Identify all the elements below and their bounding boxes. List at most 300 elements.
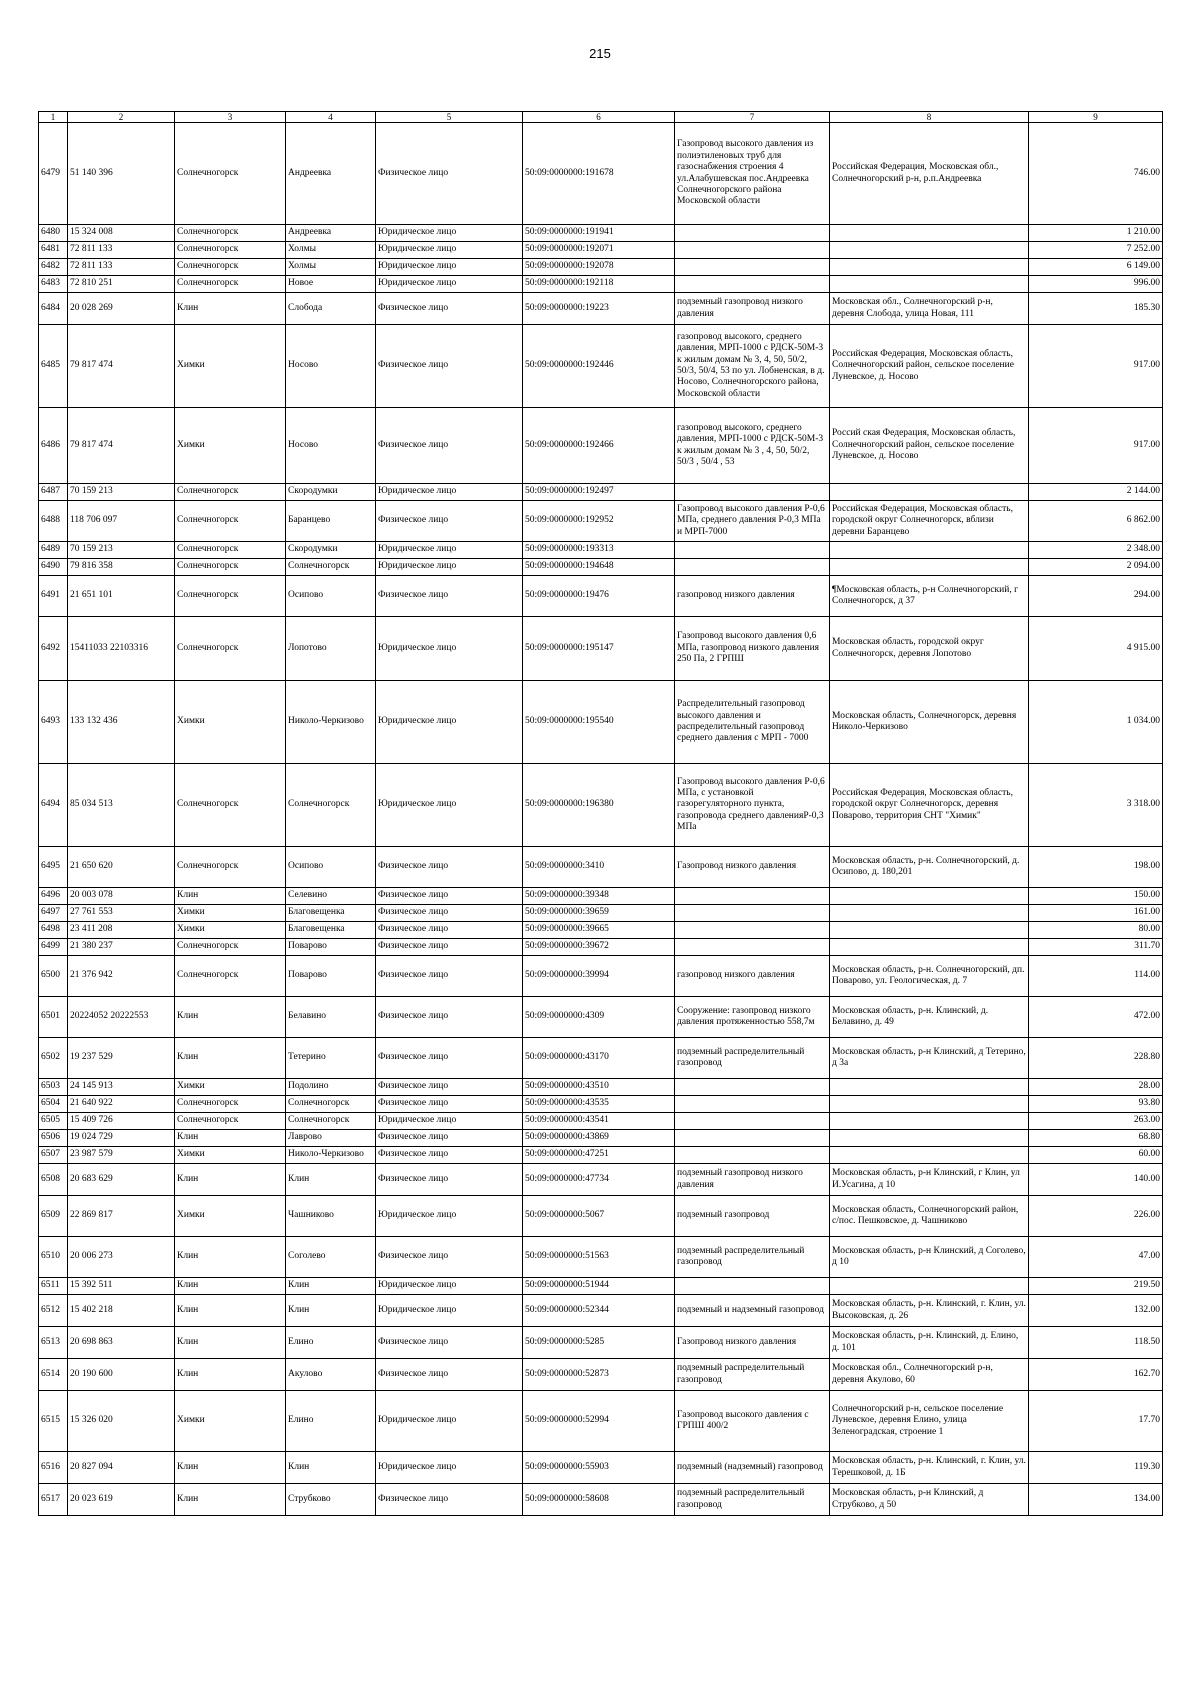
- owner-type-cell: Физическое лицо: [376, 1147, 523, 1164]
- owner-type-cell: Физическое лицо: [376, 922, 523, 939]
- locality-cell: Слобода: [286, 293, 376, 325]
- address-cell: [830, 888, 1029, 905]
- address-cell: [830, 242, 1029, 259]
- address-cell: Московская область, Солнечногорск, деревня Николо-Черкизово: [830, 681, 1029, 764]
- address-cell: [830, 1278, 1029, 1295]
- locality-cell: Соголево: [286, 1237, 376, 1278]
- object-code: 79 817 474: [68, 325, 175, 408]
- table-row: [39, 1391, 1163, 1452]
- address-cell: Солнечногорский р-н, сельское поселение Луневское, деревня Елино, улица Зеленоградская, строение 1: [830, 1391, 1029, 1452]
- address-cell: [830, 1096, 1029, 1113]
- locality-cell: Носово: [286, 408, 376, 484]
- locality-cell: Поварово: [286, 956, 376, 997]
- locality-cell: Андреевка: [286, 225, 376, 242]
- owner-type-cell: Физическое лицо: [376, 847, 523, 888]
- table-row: [39, 617, 1163, 681]
- locality-cell: Клин: [286, 1295, 376, 1327]
- district-cell: Клин: [175, 1038, 286, 1079]
- address-cell: [830, 905, 1029, 922]
- value-cell: 93.80: [1029, 1096, 1163, 1113]
- object-code: 15 402 218: [68, 1295, 175, 1327]
- description-cell: Газопровод высокого давления Р-0,6 МПа, с установкой газорегуляторного пункта, газопровода среднего давленияР-0,3 МПа: [675, 764, 830, 847]
- table-row: [39, 764, 1163, 847]
- row-number: 6485: [39, 325, 68, 408]
- column-header: 5: [376, 112, 523, 123]
- owner-type-cell: Юридическое лицо: [376, 559, 523, 576]
- description-cell: Газопровод высокого давления с ГРПШ 400/2: [675, 1391, 830, 1452]
- locality-cell: Селевино: [286, 888, 376, 905]
- address-cell: ¶Московская область, р-н Солнечногорский, г Солнечногорск, д 37: [830, 576, 1029, 617]
- object-code: 15 326 020: [68, 1391, 175, 1452]
- district-cell: Клин: [175, 293, 286, 325]
- table-row: [39, 997, 1163, 1038]
- object-code: 20 190 600: [68, 1359, 175, 1391]
- owner-type-cell: Юридическое лицо: [376, 225, 523, 242]
- description-cell: Газопровод высокого давления из полиэтиленовых труб для газоснабжения строения 4 ул.Алабушевская пос.Андреевка Солнечногорского района Московской области: [675, 123, 830, 225]
- district-cell: Солнечногорск: [175, 225, 286, 242]
- row-number: 6509: [39, 1196, 68, 1237]
- locality-cell: Носово: [286, 325, 376, 408]
- district-cell: Клин: [175, 997, 286, 1038]
- cadastral-number-cell: 50:09:0000000:39659: [523, 905, 675, 922]
- cadastral-number-cell: 50:09:0000000:191678: [523, 123, 675, 225]
- column-header: 7: [675, 112, 830, 123]
- value-cell: 1 210.00: [1029, 225, 1163, 242]
- row-number: 6489: [39, 542, 68, 559]
- district-cell: Химки: [175, 325, 286, 408]
- district-cell: Солнечногорск: [175, 242, 286, 259]
- table-row: [39, 408, 1163, 484]
- cadastral-number-cell: 50:09:0000000:194648: [523, 559, 675, 576]
- cadastral-number-cell: 50:09:0000000:192078: [523, 259, 675, 276]
- table-row: [39, 1196, 1163, 1237]
- owner-type-cell: Юридическое лицо: [376, 1278, 523, 1295]
- cadastral-number-cell: 50:09:0000000:43510: [523, 1079, 675, 1096]
- district-cell: Химки: [175, 408, 286, 484]
- owner-type-cell: Юридическое лицо: [376, 242, 523, 259]
- registry-table: [38, 111, 1163, 1516]
- district-cell: Солнечногорск: [175, 484, 286, 501]
- cadastral-number-cell: 50:09:0000000:4309: [523, 997, 675, 1038]
- value-cell: 219.50: [1029, 1278, 1163, 1295]
- object-code: 85 034 513: [68, 764, 175, 847]
- object-code: 72 811 133: [68, 259, 175, 276]
- value-cell: 228.80: [1029, 1038, 1163, 1079]
- district-cell: Клин: [175, 1278, 286, 1295]
- row-number: 6492: [39, 617, 68, 681]
- table-row: [39, 259, 1163, 276]
- district-cell: Химки: [175, 1391, 286, 1452]
- table-row: [39, 956, 1163, 997]
- value-cell: 263.00: [1029, 1113, 1163, 1130]
- district-cell: Солнечногорск: [175, 956, 286, 997]
- description-cell: подземный газопровод низкого давления: [675, 293, 830, 325]
- table-row: [39, 276, 1163, 293]
- value-cell: 2 144.00: [1029, 484, 1163, 501]
- object-code: 23 411 208: [68, 922, 175, 939]
- page-number: 215: [589, 46, 611, 61]
- object-code: 20 006 273: [68, 1237, 175, 1278]
- cadastral-number-cell: 50:09:0000000:43869: [523, 1130, 675, 1147]
- value-cell: 114.00: [1029, 956, 1163, 997]
- row-number: 6514: [39, 1359, 68, 1391]
- description-cell: подземный (надземный) газопровод: [675, 1452, 830, 1484]
- table-row: [39, 1130, 1163, 1147]
- object-code: 20 827 094: [68, 1452, 175, 1484]
- district-cell: Солнечногорск: [175, 559, 286, 576]
- cadastral-number-cell: 50:09:0000000:55903: [523, 1452, 675, 1484]
- row-number: 6496: [39, 888, 68, 905]
- header-row: [39, 112, 1163, 123]
- locality-cell: Клин: [286, 1278, 376, 1295]
- row-number: 6491: [39, 576, 68, 617]
- address-cell: [830, 542, 1029, 559]
- cadastral-number-cell: 50:09:0000000:19476: [523, 576, 675, 617]
- table-row: [39, 1096, 1163, 1113]
- address-cell: Московская область, р-н. Солнечногорский, дп. Поварово, ул. Геологическая, д. 7: [830, 956, 1029, 997]
- row-number: 6510: [39, 1237, 68, 1278]
- description-cell: [675, 888, 830, 905]
- value-cell: 132.00: [1029, 1295, 1163, 1327]
- value-cell: 60.00: [1029, 1147, 1163, 1164]
- table-row: [39, 484, 1163, 501]
- row-number: 6494: [39, 764, 68, 847]
- district-cell: Солнечногорск: [175, 939, 286, 956]
- value-cell: 80.00: [1029, 922, 1163, 939]
- cadastral-number-cell: 50:09:0000000:19223: [523, 293, 675, 325]
- locality-cell: Клин: [286, 1164, 376, 1196]
- table-row: [39, 1452, 1163, 1484]
- address-cell: Россий ская Федерация, Московская область, Солнечногорский район, сельское поселение Луневское, д. Носово: [830, 408, 1029, 484]
- locality-cell: Андреевка: [286, 123, 376, 225]
- value-cell: 917.00: [1029, 325, 1163, 408]
- address-cell: [830, 259, 1029, 276]
- district-cell: Клин: [175, 1130, 286, 1147]
- district-cell: Клин: [175, 1327, 286, 1359]
- value-cell: 68.80: [1029, 1130, 1163, 1147]
- row-number: 6511: [39, 1278, 68, 1295]
- address-cell: Московская область, городской округ Солнечногорск, деревня Лопотово: [830, 617, 1029, 681]
- table-row: [39, 905, 1163, 922]
- address-cell: Московская область, р-н Клинский, д Соголево, д 10: [830, 1237, 1029, 1278]
- description-cell: [675, 259, 830, 276]
- locality-cell: Подолино: [286, 1079, 376, 1096]
- object-code: 22 869 817: [68, 1196, 175, 1237]
- locality-cell: Осипово: [286, 847, 376, 888]
- address-cell: [830, 276, 1029, 293]
- row-number: 6504: [39, 1096, 68, 1113]
- owner-type-cell: Физическое лицо: [376, 576, 523, 617]
- object-code: 15 409 726: [68, 1113, 175, 1130]
- district-cell: Солнечногорск: [175, 1113, 286, 1130]
- table-row: [39, 501, 1163, 542]
- value-cell: 140.00: [1029, 1164, 1163, 1196]
- owner-type-cell: Юридическое лицо: [376, 1295, 523, 1327]
- row-number: 6479: [39, 123, 68, 225]
- locality-cell: Холмы: [286, 259, 376, 276]
- object-code: 72 810 251: [68, 276, 175, 293]
- table-row: [39, 1327, 1163, 1359]
- object-code: 15 324 008: [68, 225, 175, 242]
- row-number: 6488: [39, 501, 68, 542]
- district-cell: Солнечногорск: [175, 847, 286, 888]
- district-cell: Солнечногорск: [175, 123, 286, 225]
- description-cell: [675, 1096, 830, 1113]
- row-number: 6505: [39, 1113, 68, 1130]
- locality-cell: Лопотово: [286, 617, 376, 681]
- cadastral-number-cell: 50:09:0000000:43170: [523, 1038, 675, 1079]
- district-cell: Солнечногорск: [175, 576, 286, 617]
- address-cell: Московская область, р-н. Клинский, г. Клин, ул. Терешковой, д. 1Б: [830, 1452, 1029, 1484]
- cadastral-number-cell: 50:09:0000000:192466: [523, 408, 675, 484]
- description-cell: [675, 542, 830, 559]
- table-row: [39, 1038, 1163, 1079]
- object-code: 133 132 436: [68, 681, 175, 764]
- cadastral-number-cell: 50:09:0000000:192118: [523, 276, 675, 293]
- row-number: 6512: [39, 1295, 68, 1327]
- description-cell: подземный распределительный газопровод: [675, 1359, 830, 1391]
- district-cell: Химки: [175, 922, 286, 939]
- row-number: 6513: [39, 1327, 68, 1359]
- description-cell: [675, 905, 830, 922]
- value-cell: 119.30: [1029, 1452, 1163, 1484]
- owner-type-cell: Юридическое лицо: [376, 617, 523, 681]
- address-cell: Московская обл., Солнечногорский р-н, деревня Акулово, 60: [830, 1359, 1029, 1391]
- table-row: [39, 888, 1163, 905]
- cadastral-number-cell: 50:09:0000000:39665: [523, 922, 675, 939]
- address-cell: Московская область, р-н. Солнечногорский, д. Осипово, д. 180,201: [830, 847, 1029, 888]
- description-cell: [675, 1113, 830, 1130]
- locality-cell: Акулово: [286, 1359, 376, 1391]
- value-cell: 28.00: [1029, 1079, 1163, 1096]
- table-row: [39, 325, 1163, 408]
- locality-cell: Николо-Черкизово: [286, 681, 376, 764]
- owner-type-cell: Физическое лицо: [376, 293, 523, 325]
- district-cell: Солнечногорск: [175, 764, 286, 847]
- row-number: 6483: [39, 276, 68, 293]
- locality-cell: Солнечногорск: [286, 1096, 376, 1113]
- object-code: 21 651 101: [68, 576, 175, 617]
- object-code: 15 392 511: [68, 1278, 175, 1295]
- value-cell: 17.70: [1029, 1391, 1163, 1452]
- object-code: 20 003 078: [68, 888, 175, 905]
- owner-type-cell: Физическое лицо: [376, 1237, 523, 1278]
- district-cell: Клин: [175, 1359, 286, 1391]
- owner-type-cell: Физическое лицо: [376, 1130, 523, 1147]
- locality-cell: Скородумки: [286, 542, 376, 559]
- object-code: 20 698 863: [68, 1327, 175, 1359]
- description-cell: [675, 484, 830, 501]
- description-cell: [675, 1278, 830, 1295]
- cadastral-number-cell: 50:09:0000000:196380: [523, 764, 675, 847]
- description-cell: газопровод высокого, среднего давления, МРП-1000 с РДСК-50М-3 к жилым домам № 3 , 4, 50, 50/2, 50/3 , 50/4 , 53: [675, 408, 830, 484]
- owner-type-cell: Юридическое лицо: [376, 1391, 523, 1452]
- locality-cell: Елино: [286, 1391, 376, 1452]
- locality-cell: Благовещенка: [286, 922, 376, 939]
- owner-type-cell: Физическое лицо: [376, 1079, 523, 1096]
- row-number: 6502: [39, 1038, 68, 1079]
- table-row: [39, 225, 1163, 242]
- district-cell: Клин: [175, 1237, 286, 1278]
- row-number: 6497: [39, 905, 68, 922]
- object-code: 51 140 396: [68, 123, 175, 225]
- object-code: 72 811 133: [68, 242, 175, 259]
- cadastral-number-cell: 50:09:0000000:3410: [523, 847, 675, 888]
- description-cell: Распределительный газопровод высокого давления и распределительный газопровод среднего давления с МРП - 7000: [675, 681, 830, 764]
- row-number: 6508: [39, 1164, 68, 1196]
- value-cell: 746.00: [1029, 123, 1163, 225]
- owner-type-cell: Физическое лицо: [376, 1327, 523, 1359]
- address-cell: Российская Федерация, Московская область, городской округ Солнечногорск, вблизи деревни Баранцево: [830, 501, 1029, 542]
- address-cell: Московская область, Солнечногорский район, с/пос. Пешковское, д. Чашниково: [830, 1196, 1029, 1237]
- row-number: 6486: [39, 408, 68, 484]
- column-header: 3: [175, 112, 286, 123]
- cadastral-number-cell: 50:09:0000000:192071: [523, 242, 675, 259]
- value-cell: 198.00: [1029, 847, 1163, 888]
- row-number: 6481: [39, 242, 68, 259]
- address-cell: Московская область, р-н. Клинский, д. Белавино, д. 49: [830, 997, 1029, 1038]
- locality-cell: Белавино: [286, 997, 376, 1038]
- district-cell: Химки: [175, 1147, 286, 1164]
- cadastral-number-cell: 50:09:0000000:192446: [523, 325, 675, 408]
- owner-type-cell: Юридическое лицо: [376, 681, 523, 764]
- description-cell: подземный распределительный газопровод: [675, 1484, 830, 1516]
- row-number: 6499: [39, 939, 68, 956]
- table-row: [39, 542, 1163, 559]
- cadastral-number-cell: 50:09:0000000:47251: [523, 1147, 675, 1164]
- district-cell: Клин: [175, 1164, 286, 1196]
- value-cell: 134.00: [1029, 1484, 1163, 1516]
- description-cell: [675, 1130, 830, 1147]
- address-cell: [830, 484, 1029, 501]
- address-cell: [830, 1079, 1029, 1096]
- address-cell: Московская область, р-н. Клинский, д. Елино, д. 101: [830, 1327, 1029, 1359]
- column-header: 4: [286, 112, 376, 123]
- row-number: 6506: [39, 1130, 68, 1147]
- table-row: [39, 1359, 1163, 1391]
- description-cell: [675, 1079, 830, 1096]
- value-cell: 150.00: [1029, 888, 1163, 905]
- value-cell: 47.00: [1029, 1237, 1163, 1278]
- owner-type-cell: Физическое лицо: [376, 501, 523, 542]
- description-cell: подземный и надземный газопровод: [675, 1295, 830, 1327]
- object-code: 79 816 358: [68, 559, 175, 576]
- locality-cell: Тетерино: [286, 1038, 376, 1079]
- object-code: 19 237 529: [68, 1038, 175, 1079]
- district-cell: Химки: [175, 1196, 286, 1237]
- district-cell: Химки: [175, 1079, 286, 1096]
- owner-type-cell: Физическое лицо: [376, 939, 523, 956]
- owner-type-cell: Юридическое лицо: [376, 542, 523, 559]
- district-cell: Клин: [175, 1484, 286, 1516]
- table-row: [39, 922, 1163, 939]
- row-number: 6493: [39, 681, 68, 764]
- district-cell: Химки: [175, 681, 286, 764]
- value-cell: 1 034.00: [1029, 681, 1163, 764]
- object-code: 20224052 20222553: [68, 997, 175, 1038]
- row-number: 6490: [39, 559, 68, 576]
- value-cell: 3 318.00: [1029, 764, 1163, 847]
- column-header: 8: [830, 112, 1029, 123]
- cadastral-number-cell: 50:09:0000000:192497: [523, 484, 675, 501]
- locality-cell: Благовещенка: [286, 905, 376, 922]
- row-number: 6517: [39, 1484, 68, 1516]
- table-row: [39, 1147, 1163, 1164]
- value-cell: 7 252.00: [1029, 242, 1163, 259]
- table-row: [39, 1278, 1163, 1295]
- cadastral-number-cell: 50:09:0000000:43541: [523, 1113, 675, 1130]
- address-cell: Московская область, р-н Клинский, д Струбково, д 50: [830, 1484, 1029, 1516]
- cadastral-number-cell: 50:09:0000000:195147: [523, 617, 675, 681]
- address-cell: [830, 922, 1029, 939]
- table-row: [39, 1079, 1163, 1096]
- owner-type-cell: Физическое лицо: [376, 1164, 523, 1196]
- cadastral-number-cell: 50:09:0000000:52344: [523, 1295, 675, 1327]
- address-cell: [830, 939, 1029, 956]
- object-code: 21 376 942: [68, 956, 175, 997]
- table-row: [39, 847, 1163, 888]
- cadastral-number-cell: 50:09:0000000:39672: [523, 939, 675, 956]
- district-cell: Солнечногорск: [175, 1096, 286, 1113]
- cadastral-number-cell: 50:09:0000000:5067: [523, 1196, 675, 1237]
- owner-type-cell: Физическое лицо: [376, 905, 523, 922]
- owner-type-cell: Физическое лицо: [376, 956, 523, 997]
- description-cell: [675, 1147, 830, 1164]
- locality-cell: Скородумки: [286, 484, 376, 501]
- address-cell: [830, 559, 1029, 576]
- table-row: [39, 576, 1163, 617]
- owner-type-cell: Юридическое лицо: [376, 259, 523, 276]
- description-cell: подземный газопровод: [675, 1196, 830, 1237]
- owner-type-cell: Физическое лицо: [376, 408, 523, 484]
- table-row: [39, 1237, 1163, 1278]
- table-row: [39, 123, 1163, 225]
- value-cell: 996.00: [1029, 276, 1163, 293]
- table-row: [39, 559, 1163, 576]
- cadastral-number-cell: 50:09:0000000:191941: [523, 225, 675, 242]
- object-code: 20 023 619: [68, 1484, 175, 1516]
- district-cell: Солнечногорск: [175, 259, 286, 276]
- description-cell: [675, 559, 830, 576]
- address-cell: Российская Федерация, Московская область, городской округ Солнечногорск, деревня Поварово, территория СНТ "Химик": [830, 764, 1029, 847]
- value-cell: 226.00: [1029, 1196, 1163, 1237]
- owner-type-cell: Физическое лицо: [376, 123, 523, 225]
- owner-type-cell: Физическое лицо: [376, 997, 523, 1038]
- value-cell: 294.00: [1029, 576, 1163, 617]
- description-cell: [675, 922, 830, 939]
- object-code: 27 761 553: [68, 905, 175, 922]
- value-cell: 2 348.00: [1029, 542, 1163, 559]
- owner-type-cell: Физическое лицо: [376, 1038, 523, 1079]
- cadastral-number-cell: 50:09:0000000:39994: [523, 956, 675, 997]
- row-number: 6480: [39, 225, 68, 242]
- description-cell: газопровод низкого давления: [675, 576, 830, 617]
- cadastral-number-cell: 50:09:0000000:58608: [523, 1484, 675, 1516]
- address-cell: Московская область, р-н Клинский, д Тетерино, д 3а: [830, 1038, 1029, 1079]
- table-row: [39, 681, 1163, 764]
- cadastral-number-cell: 50:09:0000000:195540: [523, 681, 675, 764]
- object-code: 70 159 213: [68, 484, 175, 501]
- value-cell: 118.50: [1029, 1327, 1163, 1359]
- description-cell: Газопровод низкого давления: [675, 847, 830, 888]
- owner-type-cell: Физическое лицо: [376, 325, 523, 408]
- owner-type-cell: Юридическое лицо: [376, 1196, 523, 1237]
- object-code: 79 817 474: [68, 408, 175, 484]
- address-cell: [830, 225, 1029, 242]
- column-header: 2: [68, 112, 175, 123]
- locality-cell: Новое: [286, 276, 376, 293]
- object-code: 23 987 579: [68, 1147, 175, 1164]
